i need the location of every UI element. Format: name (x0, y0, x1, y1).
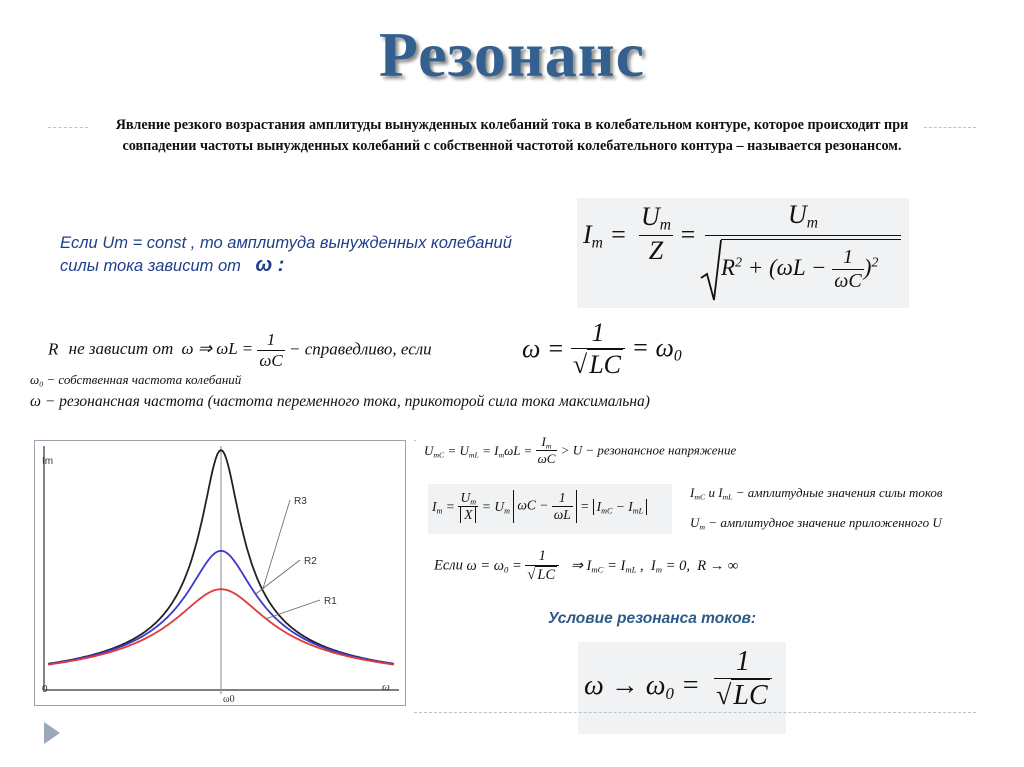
amp-voltage-note: $U_m$ − амплитудное значение приложенного U (690, 515, 942, 532)
chart-frame (35, 441, 406, 706)
resonance-frequency-formula: ω = $\frac{1}{√LC}$ = $\omega_0$ (522, 318, 682, 379)
amp-voltage-note-text: амплитудное значение приложенного U (720, 515, 942, 530)
omega-definition-text: резонансная частота (частота переменного тока, прикоторой сила тока максимальна) (59, 393, 650, 410)
r-independent-line: R не зависит от ω ⇒ ωL = $\frac{1}{\omega C}$ − справедливо, если (48, 330, 432, 370)
sqrt-sign (699, 238, 723, 304)
resonant-voltage-formula: $U_{mC} = U_{mL} = I_m\omega L$ = $\frac{I_m}{\omega C}$ > U − резонансное напряжение (424, 434, 737, 467)
condition-text (60, 232, 512, 277)
resonance-condition-title: Условие резонанса токов: (548, 610, 757, 627)
x-tick-omega0: ω0 (223, 694, 235, 705)
resonance-chart (34, 440, 406, 706)
x-axis-label: ω (382, 681, 390, 693)
divider-left (48, 127, 88, 128)
omega0-definition: $\omega_0$ − собственная частота колебаний (30, 372, 242, 389)
if-label: Если (434, 557, 463, 574)
page-title: Резонанс (378, 19, 646, 90)
condition-line-2: силы тока зависит от (60, 257, 241, 275)
amp-currents-note: $I_{mC}$ и $I_{mL}$ − амплитудные значения силы токов (690, 485, 943, 502)
resonant-voltage-text: резонансное напряжение (597, 442, 737, 458)
r-symbol: R (48, 339, 59, 359)
r-text: не зависит от (68, 339, 174, 359)
next-slide-arrow-icon[interactable] (44, 722, 60, 744)
current-amplitude-formula: $I_m$ = $\frac{U_m}{Z}$ = $U_m$ $R^2 + (\omega L$ − $\frac{1}{\omega C}$ )$^2$ (577, 198, 909, 308)
current-resonance-formula: $\omega \to \omega_0$ = $\frac{1}{√LC}$ (578, 642, 786, 734)
r-tail-text: справедливо, если (304, 339, 432, 359)
condition-line-1: Если Um = const , то амплитуда вынужденных колебаний (60, 234, 512, 252)
divider-stub (414, 440, 416, 441)
amp-currents-note-text: амплитудные значения силы токов (747, 485, 943, 500)
resonance-case-formula: Если $\omega = \omega_0$ = $\frac{1}{√ LC}$ ⇒ $I_{mC} = I_{mL}$ , $I_m = 0$, R → ∞ (434, 548, 739, 583)
omega-symbol: ω : (255, 254, 285, 276)
y-axis-label: Im (42, 456, 54, 467)
divider-bottom (414, 712, 976, 713)
series-label-r2: R2 (304, 556, 317, 567)
series-label-r3: R3 (294, 496, 307, 507)
resonance-definition: Явление резкого возрастания амплитуды вынужденных колебаний тока в колебательном контуре, которое происходит при совпадении частоты вынужденных колебаний с собственной частотой колебательного контура – называется резонансом. (115, 117, 909, 154)
omega0-definition-text: собственная частота колебаний (58, 372, 242, 387)
series-label-r1: R1 (324, 596, 337, 607)
origin-label: 0 (42, 684, 48, 695)
current-impedance-formula: $I_m$ = $\frac{U_m}{X}$ = $U_m$ ωC − $\frac{1}{\omega L}$ = $I_{mC} - I_{mL}$ (428, 484, 672, 534)
omega-definition: ω − резонансная частота (частота переменного тока, прикоторой сила тока максимальна) (30, 393, 650, 410)
